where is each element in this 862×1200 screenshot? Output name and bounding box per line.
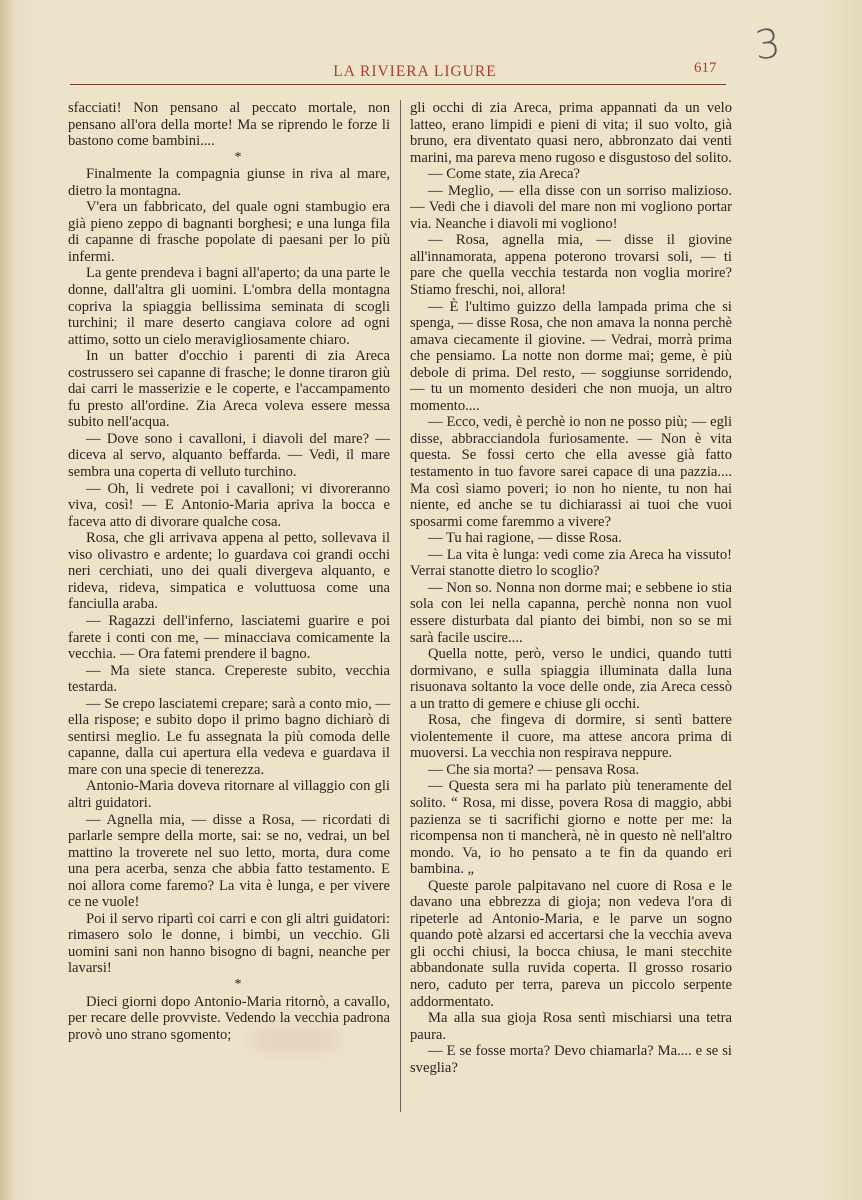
paragraph: — Questa sera mi ha parlato più teneramente del solito. “ Rosa, mi disse, povera Rosa di maggio, abbi pazienza se ti sacrifichi giorno e notte per me: la ricompensa non ti mancherà, nè in questo nè nell'altro mondo. Va, io ho pensato a te fin da quando eri bambina. „ — [410, 778, 732, 878]
paragraph: Ma alla sua gioja Rosa sentì mischiarsi una tetra paura. — [410, 1010, 732, 1043]
paragraph: — La vita è lunga: vedi come zia Areca ha vissuto! Verrai stanotte dietro lo scoglio? — [410, 546, 732, 580]
handwritten-page-number: 3 — [752, 20, 783, 70]
paragraph: — Ecco, vedi, è perchè io non ne posso più; — egli disse, abbracciandola furiosamente. — Non è vita questa. Se fossi certo che ella avesse già fatto testamento in tuo favore sarei capace di una pazzia.... Ma così siamo poveri; io non ho niente, tu non hai niente, ed anche se tu dichiarassi ai tuoi che vuoi sposarmi come faremmo a vivere? — [410, 414, 732, 530]
paragraph: — Se crepo lasciatemi crepare; sarà a conto mio, — ella rispose; e subito dopo il primo bagno dichiarò di sentirsi meglio. Le fu assegnata la più comoda delle capanne, dalla cui apertura ella vedeva e guardava il mare con una specie di tenerezza. — [68, 695, 390, 778]
paragraph: — Rosa, agnella mia, — disse il giovine all'innamorata, appena poterono trovarsi soli, — ti pare che quella vecchia testarda non voglia morire? Stiamo freschi, noi, allora! — [410, 232, 732, 299]
paragraph: — Ragazzi dell'inferno, lasciatemi guarire e poi farete i conti con me, — minacciava comicamente la vecchia. — Ora fatemi prendere il bagno. — [68, 612, 390, 663]
paragraph: Queste parole palpitavano nel cuore di Rosa e le davano una ebbrezza di gioja; non vedeva l'ora di ripeterle ad Antonio-Maria, e le parve un sogno quando potè alzarsi ed accertarsi che la vecchia aveva gli occhi chiusi, la bocca chiusa, le mani stecchite abbandonate sulla ruvida coperta. Il grosso rosario nero, caduto per terra, pareva un piccolo serpente addormentato. — [410, 877, 732, 1010]
paragraph: — E se fosse morta? Devo chiamarla? Ma.... e se si sveglia? — [410, 1043, 732, 1076]
paragraph: Poi il servo ripartì coi carri e con gli altri guidatori: rimasero solo le donne, i bimbi, un vecchio. Gli uomini sani non hanno bisogno di bagni, neanche per lavarsi! — [68, 910, 390, 977]
paragraph: La gente prendeva i bagni all'aperto; da una parte le donne, dall'altra gli uomini. L'ombra della montagna copriva la spiaggia bellissima seminata di scogli turchini; il mare deserto cangiava colore ad ogni attimo, sotto un cielo meravigliosamente chiaro. — [68, 265, 390, 348]
page-number: 617 — [694, 60, 717, 76]
paragraph: — È l'ultimo guizzo della lampada prima che si spenga, — disse Rosa, che non amava la nonna perchè amava ciecamente il giovine. — Vedrai, morrà prima che pensiamo. La notte non dorme mai; geme, è più debole di prima. Del resto, — soggiunse sorridendo, — tu un momento desideri che non muoja, un altro momento.... — [410, 298, 732, 414]
paragraph: — Dove sono i cavalloni, i diavoli del mare? — diceva al servo, alquanto beffarda. — Vedi, il mare sembra una coperta di velluto turchino. — [68, 430, 390, 481]
paragraph: — Non so. Nonna non dorme mai; e sebbene io stia sola con lei nella capanna, perchè nonna non vuol essere disturbata dal pianto dei bimbi, non so se mi sarà facile uscire.... — [410, 579, 732, 646]
paragraph: Rosa, che fingeva di dormire, si sentì battere violentemente il cuore, ma attese ancora prima di muoversi. La vecchia non respirava neppure. — [410, 712, 732, 762]
header-rule — [70, 84, 726, 85]
paragraph: — Oh, li vedrete poi i cavalloni; vi divoreranno viva, così! — E Antonio-Maria apriva la bocca e faceva atto di divorare qualche cosa. — [68, 480, 390, 530]
paragraph: V'era un fabbricato, del quale ogni stambugio era già pieno zeppo di bagnanti borghesi; e una lunga fila di capanne di frasche popolate di paesani per lo più infermi. — [68, 199, 390, 265]
paragraph: sfacciati! Non pensano al peccato mortale, non pensano all'ora della morte! Ma se riprendo le forze li bastono come bambini.... — [68, 100, 390, 150]
paragraph: — Come state, zia Areca? — [428, 166, 580, 183]
section-separator: * — [234, 976, 242, 992]
paragraph: — Che sia morta? — pensava Rosa. — [428, 761, 640, 778]
paragraph: — Agnella mia, — disse a Rosa, — ricordati di parlarle sempre della morte, sai: se no, vedrai, un bel mattino la troverete nel suo letto, morta, dura come una pera acerba, senza che abbia fatto testamento. E noi allora come faremo? La vita è lunga, e per vivere ce ne vuole! — [68, 811, 390, 911]
paragraph: In un batter d'occhio i parenti di zia Areca costrussero sei capanne di frasche; le donne tiraron giù dai carri le masserizie e le coperte, e l'accampamento fu presto all'ordine. Zia Areca voleva essere messa subito nell'acqua. — [68, 348, 390, 431]
left-column — [68, 100, 390, 1043]
paragraph: Dieci giorni dopo Antonio-Maria ritornò, a cavallo, per recare delle provviste. Vedendo la vecchia padrona provò uno strano sgomento; — [68, 993, 390, 1043]
paragraph: gli occhi di zia Areca, prima appannati da un velo latteo, erano limpidi e pieni di vita; il suo volto, già bruno, era diventato quasi nero, abbronzato dai venti marini, ma pareva meno rugoso e disgustoso del solito. — [410, 100, 732, 166]
running-head: LA RIVIERA LIGURE — [333, 63, 497, 80]
paragraph: — Ma siete stanca. Crepereste subito, vecchia testarda. — [68, 662, 390, 696]
paragraph: Rosa, che gli arrivava appena al petto, sollevava il viso olivastro e ardente; lo guardava coi grandi occhi neri cerchiati, uno dei quali divergeva alquanto, e rideva, rideva, simpatica e voluttuosa come una fanciulla araba. — [68, 530, 390, 613]
paragraph: Finalmente la compagnia giunse in riva al mare, dietro la montagna. — [68, 166, 390, 199]
section-separator: * — [234, 149, 242, 165]
paragraph: Quella notte, però, verso le undici, quando tutti dormivano, e sulla spiaggia illuminata dalla luna risuonava soltanto la voce delle onde, zia Areca cessò a un tratto di gemere e chiuse gli occhi. — [410, 646, 732, 712]
right-column — [410, 100, 732, 1076]
paragraph: — Meglio, — ella disse con un sorriso malizioso. — Vedi che i diavoli del mare non mi vogliono portar via. Neanche i diavoli mi vogliono! — [410, 182, 732, 232]
column-divider — [400, 100, 401, 1112]
paragraph: — Tu hai ragione, — disse Rosa. — [428, 530, 622, 547]
paragraph: Antonio-Maria doveva ritornare al villaggio con gli altri guidatori. — [68, 778, 390, 811]
